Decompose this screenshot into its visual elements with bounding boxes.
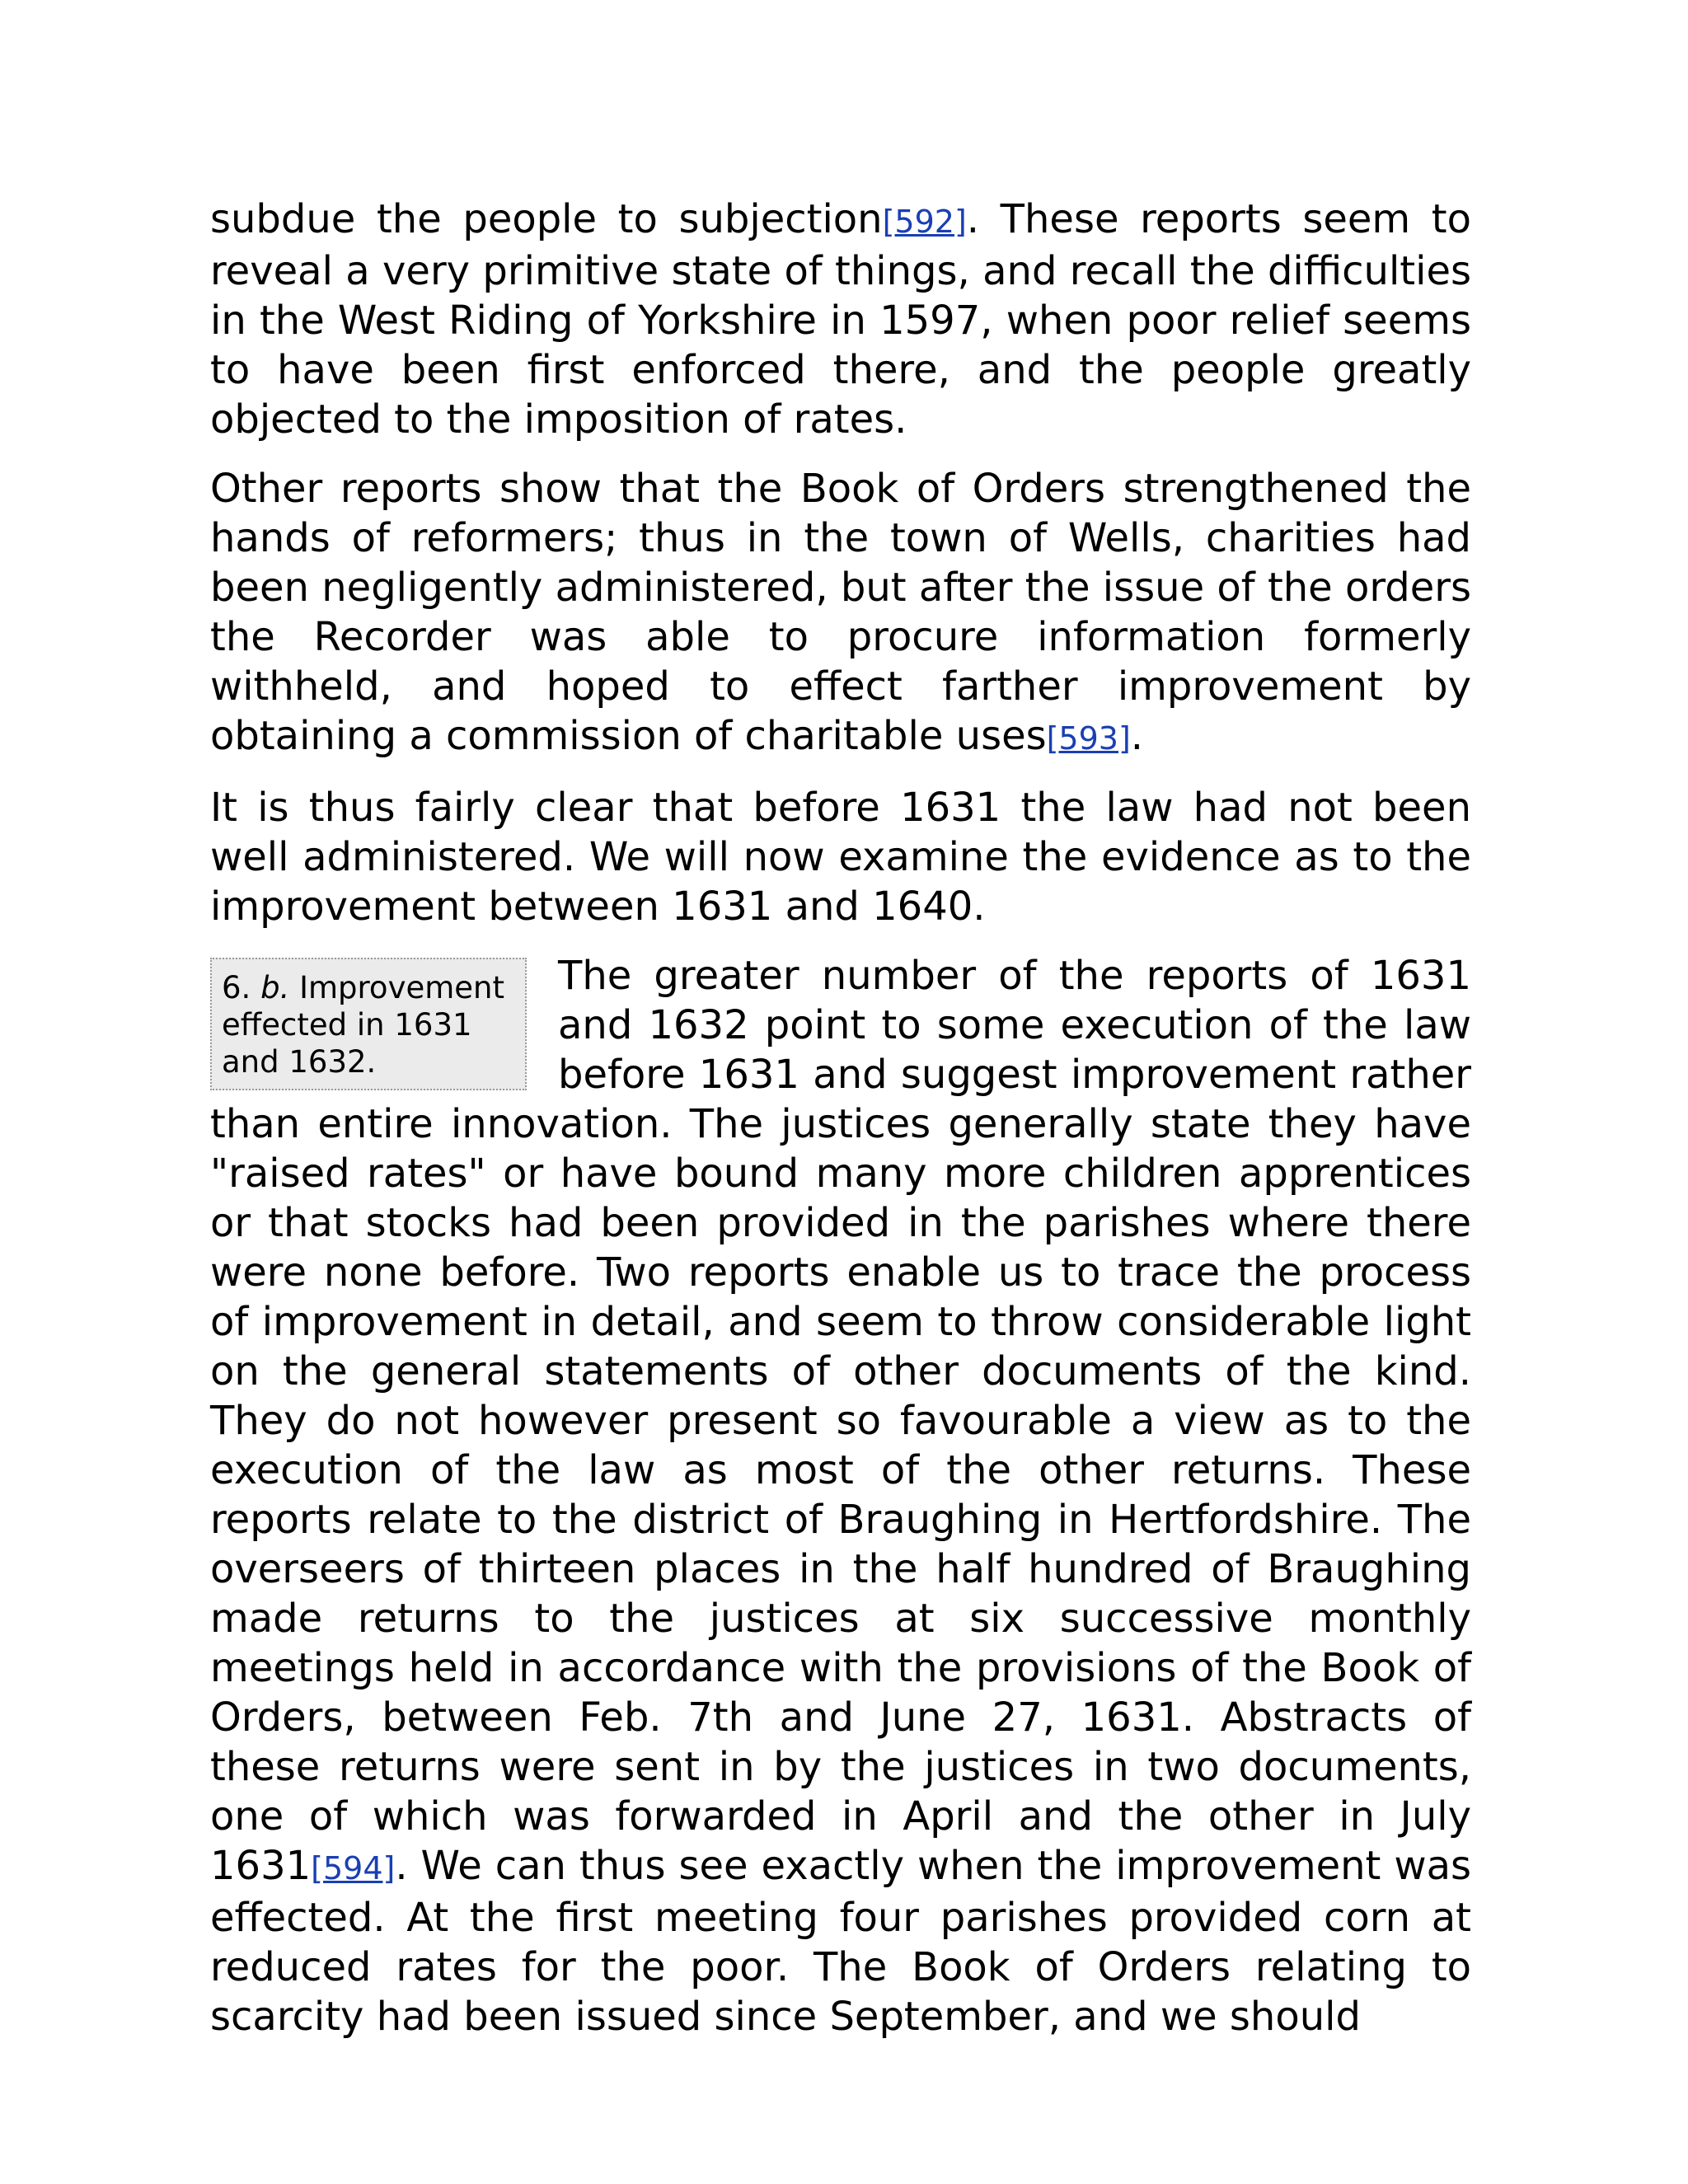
paragraph-3 [210, 783, 1471, 931]
paragraph-2 [210, 464, 1471, 763]
paragraph-4 [210, 951, 1471, 2041]
paragraph-text: . We can thus see exactly when the improvement was effected. At the first meeting four parishes provided corn at reduced rates for the poor. The Book of Orders relating to scarcity had been issued since September, and we should [210, 1843, 1471, 2040]
paragraph-text: . [1130, 713, 1144, 759]
footnote-link-594[interactable]: [594] [311, 1850, 396, 1886]
sidenote-box [210, 958, 527, 1090]
paragraph-text: It is thus fairly clear that before 1631 the law had not been well administered. We will now examine the evidence as to the improvement between 1631 and 1640. [210, 785, 1471, 930]
sidenote-letter: b. [260, 970, 290, 1005]
paragraph-text: . These reports seem to reveal a very primitive state of things, and recall the difficulties in the West Riding of Yorkshire in 1597, when poor relief seems to have been first enforced there, and the people greatly objected to the imposition of rates. [210, 196, 1471, 443]
sidenote-number: 6. [222, 970, 251, 1005]
paragraph-text: subdue the people to subjection [210, 196, 883, 242]
paragraph-1 [210, 194, 1471, 444]
sidenote-text: Improvement effected in 1631 and 1632. [222, 970, 504, 1080]
paragraph-text: The greater number of the reports of 1631 and 1632 point to some execution of the law before 1631 and suggest improvement rather than entire innovation. The justices generally state they have "raised rates" or have bound many more children apprentices or that stocks had been provided in the parishes where there were none before. Two reports enable us to trace the process of improvement in detail, and seem to throw considerable light on the general statements of other documents of the kind. They do not however present so favourable a view as to the execution of the law as most of the other returns. These reports relate to the district of Braughing in Hertfordshire. The overseers of thirteen places in the half hundred of Braughing made returns to the justices at six successive monthly meetings held in accordance with the provisions of the Book of Orders, between Feb. 7th and June 27, 1631. Abstracts of these returns were sent in by the justices in two documents, one of which was forwarded in April and the other in July 1631 [210, 953, 1471, 1889]
footnote-link-592[interactable]: [592] [882, 204, 967, 240]
paragraph-text: Other reports show that the Book of Orders strengthened the hands of reformers; thus in the town of Wells, charities had been negligently administered, but after the issue of the orders the Recorder was able to procure information formerly withheld, and hoped to effect farther improvement by obtaining a commission of charitable uses [210, 466, 1471, 759]
document-page [210, 194, 1471, 2061]
footnote-link-593[interactable]: [593] [1046, 720, 1131, 757]
